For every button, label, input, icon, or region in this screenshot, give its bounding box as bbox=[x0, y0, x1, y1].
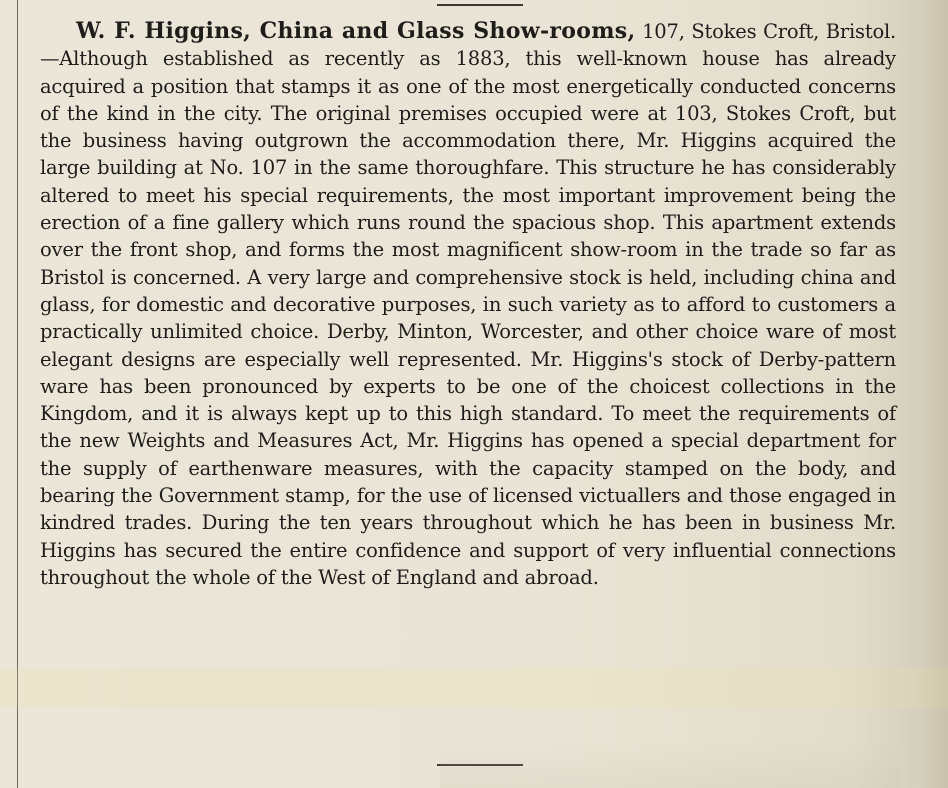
article-heading: W. F. Higgins, China and Glass Show-rooms, bbox=[76, 18, 636, 44]
section-divider-top bbox=[437, 4, 523, 6]
paper-stain bbox=[0, 668, 948, 708]
bleed-through-text bbox=[440, 740, 900, 788]
article-paragraph bbox=[40, 18, 896, 591]
article-heading-number: 107, bbox=[642, 20, 685, 43]
article-body: Stokes Croft, Bristol.—Although established as recently as 1883, this well-known house has already acquired a position that stamps it as one of the most energetically conducted concerns of the kind in the city. The original premises occupied were at 103, Stokes Croft, but the business having outgrown the accommodation there, Mr. Higgins acquired the large building at No. 107 in the same thoroughfare. This structure he has considerably altered to meet his special requirements, the most important improvement being the erection of a fine gallery which runs round the spacious shop. This apartment extends over the front shop, and forms the most magnificent show-room in the trade so far as Bristol is concerned. A very large and comprehensive stock is held, including china and glass, for domestic and decorative purposes, in such variety as to afford to customers a practically unlimited choice. Derby, Minton, Worcester, and other choice ware of most elegant designs are especially well represented. Mr. Higgins's stock of Derby-pattern ware has been pronounced by experts to be one of the choicest collections in the Kingdom, and it is always kept up to this high standard. To meet the requirements of the new Weights and Measures Act, Mr. Higgins has opened a special department for the supply of earthenware measures, with the capacity stamped on the body, and bearing the Government stamp, for the use of licensed victuallers and those engaged in kindred trades. During the ten years throughout which he has been in business Mr. Higgins has secured the entire confidence and support of very influential connections throughout the whole of the West of England and abroad. bbox=[40, 20, 897, 589]
article bbox=[40, 18, 896, 591]
